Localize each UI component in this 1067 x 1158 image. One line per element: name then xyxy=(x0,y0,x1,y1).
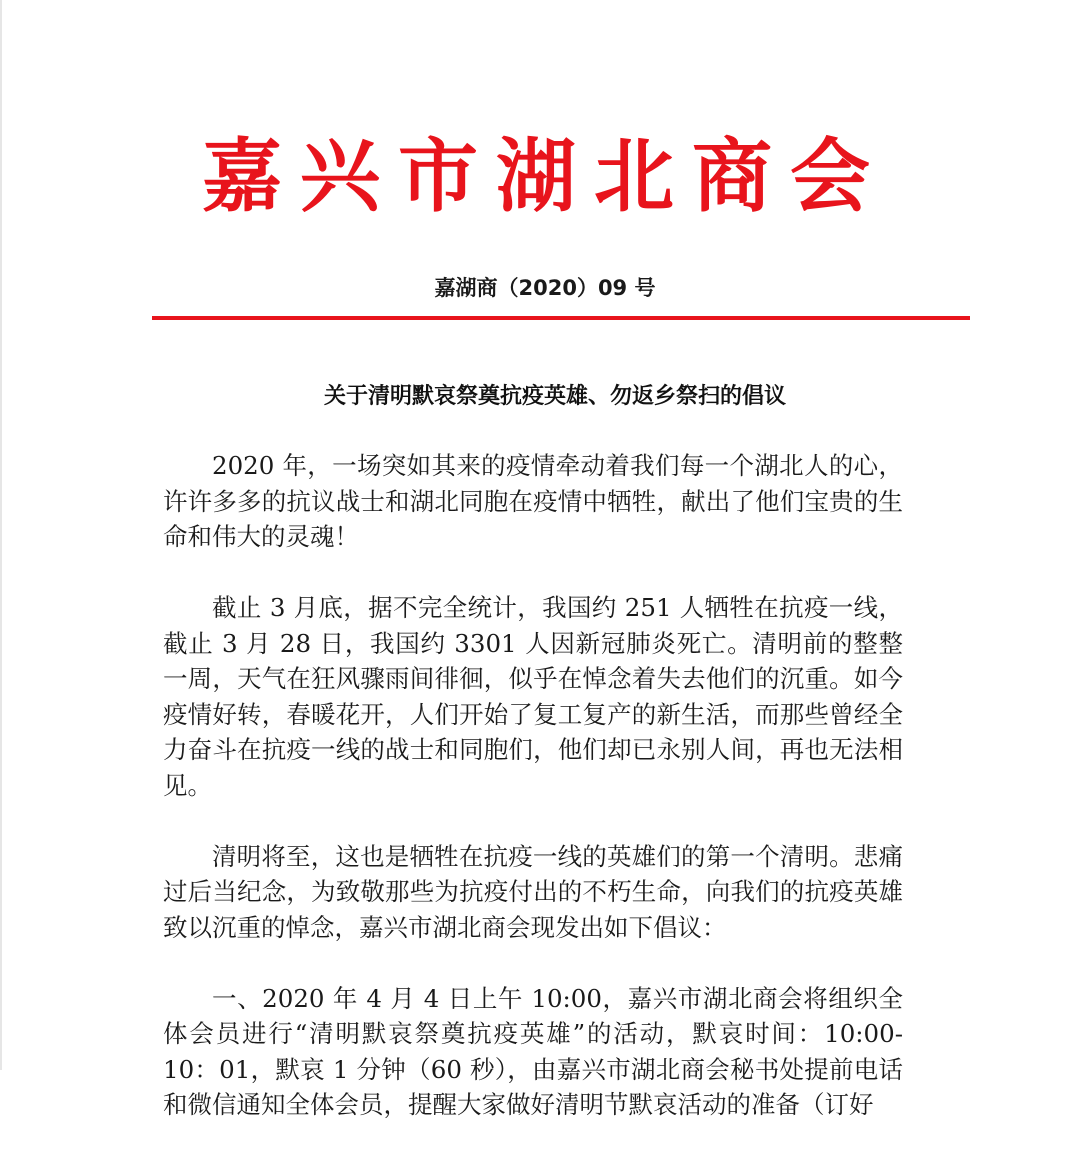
organization-title: 嘉兴市湖北商会 xyxy=(202,130,888,223)
document-heading: 关于清明默哀祭奠抗疫英雄、勿返乡祭扫的倡议 xyxy=(323,384,786,409)
red-divider-line xyxy=(152,316,970,320)
paragraph: 截止 3 月底，据不完全统计，我国约 251 人牺牲在抗疫一线，截止 3 月 28 日，我国约 3301 人因新冠肺炎死亡。清明前的整整一周，天气在狂风骤雨间徘徊，似乎在悼念着失去他们的沉重。如今疫情好转，春暖花开，人们开始了复工复产的新生活，而那些曾经全力奋斗在抗疫一线的战士和同胞们，他们却已永别人间，再也无法相见。 xyxy=(163,593,903,800)
document-number: 嘉湖商（2020）09 号 xyxy=(434,276,656,300)
paragraph: 2020 年，一场突如其来的疫情牵动着我们每一个湖北人的心，许许多多的抗议战士和湖北同胞在疫情中牺牲，献出了他们宝贵的生命和伟大的灵魂！ xyxy=(163,451,903,551)
document-body xyxy=(163,448,903,1158)
paragraph: 一、2020 年 4 月 4 日上午 10:00，嘉兴市湖北商会将组织全体会员进行“清明默哀祭奠抗疫英雄”的活动，默哀时间：10:00-10：01，默哀 1 分钟（60 秒），由嘉兴市湖北商会秘书处提前电话和微信通知全体会员，提醒大家做好清明节默哀活动的准备（订好 xyxy=(163,983,903,1119)
paragraph: 清明将至，这也是牺牲在抗疫一线的英雄们的第一个清明。悲痛过后当纪念，为致敬那些为抗疫付出的不朽生命，向我们的抗疫英雄致以沉重的悼念，嘉兴市湖北商会现发出如下倡议： xyxy=(163,841,903,942)
page-edge xyxy=(0,0,2,1070)
